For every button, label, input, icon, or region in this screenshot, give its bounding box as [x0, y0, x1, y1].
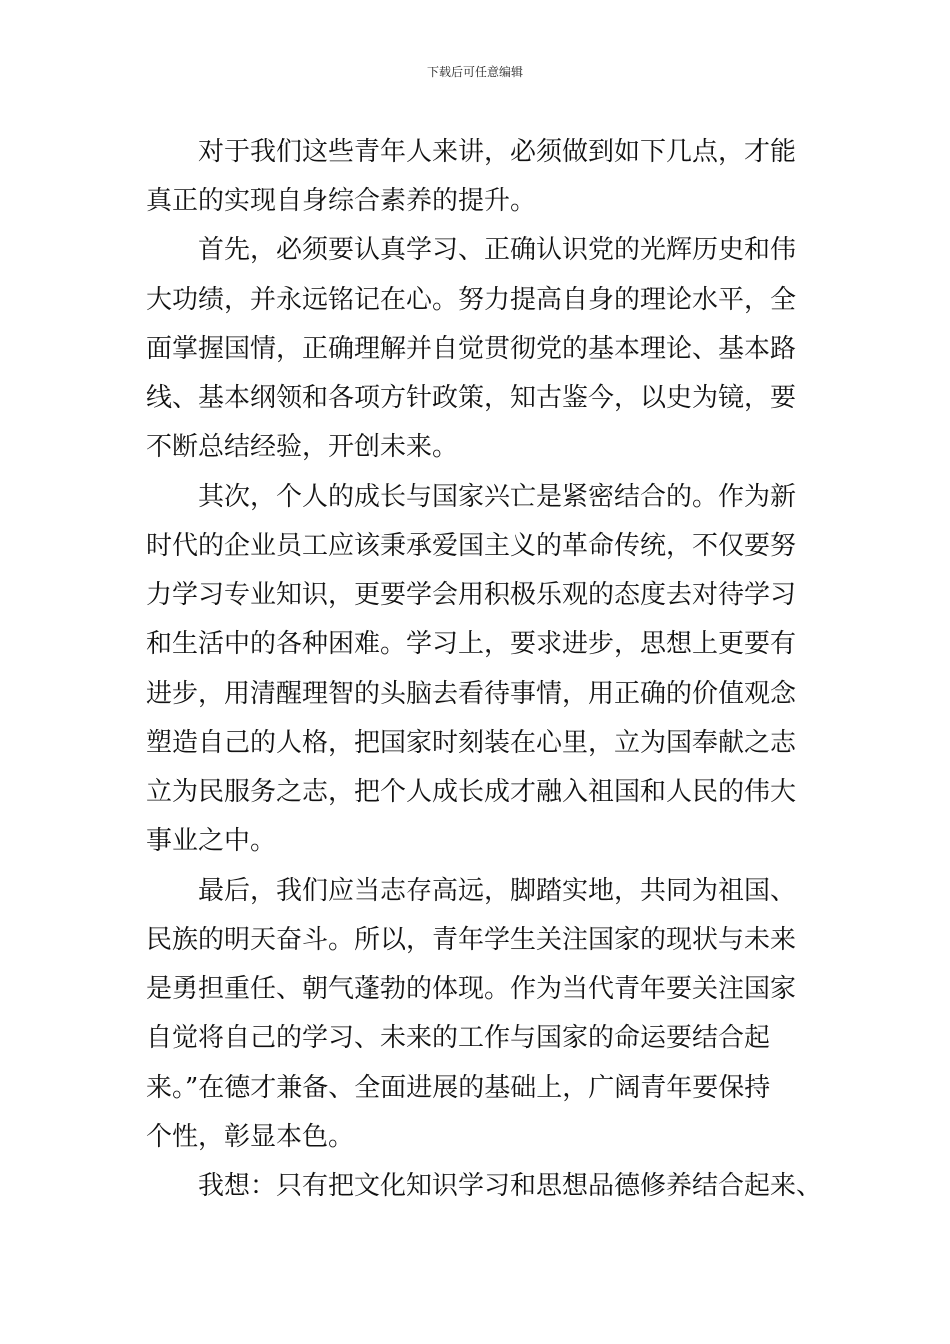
text-line: 首先，必须要认真学习、正确认识党的光辉历史和伟 [146, 235, 797, 265]
text-line: 我想：只有把文化知识学习和思想品德修养结合起来、 [146, 1171, 823, 1201]
text-line: 和生活中的各种困难。学习上，要求进步，思想上更要有 [146, 629, 797, 659]
text-line: 大功绩，并永远铭记在心。努力提高自身的理论水平，全 [146, 285, 797, 315]
text-line: 其次，个人的成长与国家兴亡是紧密结合的。作为新 [146, 482, 797, 512]
text-line: 事业之中。 [146, 826, 277, 856]
text-line: 对于我们这些青年人来讲，必须做到如下几点，才能 [146, 137, 797, 167]
text-line: 个性，彰显本色。 [146, 1122, 355, 1152]
text-line: 时代的企业员工应该秉承爱国主义的革命传统，不仅要努 [146, 531, 797, 561]
text-line: 力学习专业知识，更要学会用积极乐观的态度去对待学习 [146, 580, 797, 610]
text-line: 立为民服务之志，把个人成长成才融入祖国和人民的伟大 [146, 777, 797, 807]
text-line: 线、基本纲领和各项方针政策，知古鉴今，以史为镜，要 [146, 383, 797, 413]
text-line: 是勇担重任、朝气蓬勃的体现。作为当代青年要关注国家 [146, 974, 797, 1004]
text-line: 民族的明天奋斗。所以，青年学生关注国家的现状与未来 [146, 925, 797, 955]
page-header: 下载后可任意编辑 [426, 65, 523, 79]
text-line: 进步，用清醒理智的头脑去看待事情，用正确的价值观念 [146, 679, 797, 709]
text-line: 最后，我们应当志存高远，脚踏实地，共同为祖国、 [146, 876, 797, 906]
text-line: 真正的实现自身综合素养的提升。 [146, 186, 537, 216]
text-line: 来。”在德才兼备、全面进展的基础上，广阔青年要保持 [146, 1073, 771, 1103]
text-line: 面掌握国情，正确理解并自觉贯彻党的基本理论、基本路 [146, 334, 797, 364]
text-line: 不断总结经验，开创未来。 [146, 432, 459, 462]
text-line: 塑造自己的人格，把国家时刻装在心里，立为国奉献之志 [146, 728, 797, 758]
text-line: 自觉将自己的学习、未来的工作与国家的命运要结合起 [146, 1023, 771, 1053]
